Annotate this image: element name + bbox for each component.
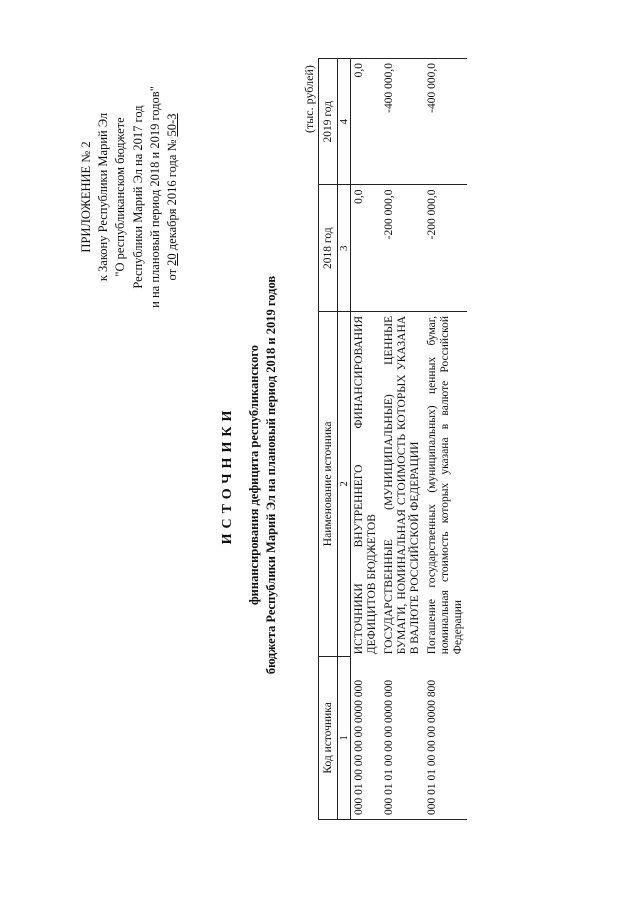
column-number-row — [338, 59, 351, 820]
row-code: 000 01 01 00 00 00 0000 000 — [381, 656, 424, 819]
title-line-2: финансирования дефицита республиканского — [247, 345, 261, 605]
row-value-2019: -400 000,0 — [381, 59, 424, 185]
header-name: Наименование источника — [319, 311, 338, 656]
document-title — [220, 195, 280, 755]
title-line-3: бюджета Республики Марий Эл на плановый период 2018 и 2019 годов — [264, 275, 278, 675]
date-prefix: от — [165, 268, 180, 281]
row-value-2018: 0,0 — [351, 185, 382, 311]
law-number: 50-З — [165, 113, 180, 137]
table-row — [424, 59, 467, 820]
appendix-law-title-2: Республики Марий Эл на 2017 год — [130, 105, 145, 289]
row-value-2018: -200 000,0 — [381, 185, 424, 311]
appendix-number: ПРИЛОЖЕНИЕ № 2 — [79, 141, 93, 253]
appendix-date-line — [164, 37, 181, 357]
appendix-law-title-1: "О республиканском бюджете — [113, 117, 128, 277]
unit-label: (тыс. рублей) — [302, 65, 316, 133]
row-value-2018: -200 000,0 — [424, 185, 467, 311]
header-2019: 2019 год — [319, 59, 338, 185]
header-2018: 2018 год — [319, 185, 338, 311]
column-number: 3 — [338, 185, 351, 311]
table-row — [351, 59, 382, 820]
row-code: 000 01 01 00 00 00 0000 800 — [424, 656, 467, 819]
column-number: 4 — [338, 59, 351, 185]
row-code: 000 01 00 00 00 00 0000 000 — [351, 656, 382, 819]
appendix-law-title-3: и на плановый период 2018 и 2019 годов" — [147, 86, 162, 308]
appendix-header — [78, 37, 181, 357]
column-number: 2 — [338, 311, 351, 656]
column-number: 1 — [338, 656, 351, 819]
row-name: ГОСУДАРСТВЕННЫЕ (МУНИЦИПАЛЬНЫЕ) ЦЕННЫЕ БУМАГИ, НОМИНАЛЬНАЯ СТОИМОСТЬ КОТОРЫХ УКАЗАНА В ВАЛЮТЕ РОССИЙСКОЙ ФЕДЕРАЦИИ — [381, 311, 424, 656]
table-header-row — [319, 59, 338, 820]
header-code: Код источника — [319, 656, 338, 819]
title-main: ИСТОЧНИКИ — [220, 405, 235, 545]
date-day: 20 — [165, 253, 180, 266]
table-row — [381, 59, 424, 820]
row-value-2019: 0,0 — [351, 59, 382, 185]
sources-table — [318, 58, 467, 820]
row-name: Погашение государственных (муниципальных) ценных бумаг, номинальная стоимость которых указана в валюте Российской Федерации — [424, 311, 467, 656]
row-value-2019: -400 000,0 — [424, 59, 467, 185]
row-name: ИСТОЧНИКИ ВНУТРЕННЕГО ФИНАНСИРОВАНИЯ ДЕФИЦИТОВ БЮДЖЕТОВ — [351, 311, 382, 656]
appendix-law-ref: к Закону Республики Марий Эл — [96, 112, 111, 282]
date-month-year: декабря 2016 года № — [165, 139, 180, 251]
